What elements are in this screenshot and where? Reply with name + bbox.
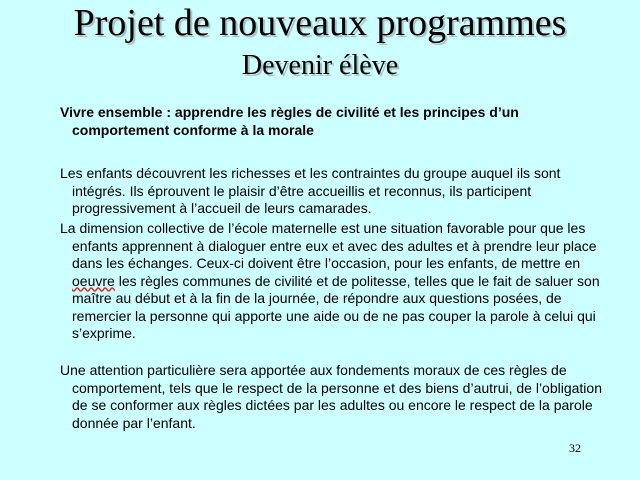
slide-subtitle: Devenir élève (241, 50, 399, 81)
paragraph-2 (60, 220, 617, 343)
paragraph-3: Une attention particulière sera apportée aux fondements moraux de ces règles de comportement, tels que le respect de la personne et des biens d’autrui, de l’obligation de se conformer aux règles dictées par les adultes ou encore le respect de la parole donnée par l’enfant. (60, 362, 602, 431)
paragraph-1: Les enfants découvrent les richesses et les contraintes du groupe auquel ils sont intégrés. Ils éprouvent le plaisir d’être accueillis et reconnus, ils participent progressivement à l’accueil de leurs camarades. (60, 165, 561, 216)
slide-title: Projet de nouveaux programmes (73, 2, 567, 44)
spellcheck-flagged-word: oeuvre (72, 272, 115, 289)
page-number: 32 (569, 441, 581, 455)
section-heading: Vivre ensemble : apprendre les règles de civilité et les principes d’un comportement conforme à la morale (60, 104, 519, 138)
paragraph-2-start: La dimension collective de l’école maternelle est une situation favorable pour que les enfants apprennent à dialoguer entre eux et avec des adultes et à prendre leur place dans les échanges. Ceux-ci doivent être l’occasion, pour les enfants, de mettre en (60, 220, 597, 271)
paragraph-2-end: les règles communes de civilité et de politesse, telles que le fait de saluer son maître au début et à la fin de la journée, de répondre aux questions posées, de remercier la personne qui apporte une aide ou de ne pas couper la parole à celui qui s’exprime. (72, 272, 600, 341)
